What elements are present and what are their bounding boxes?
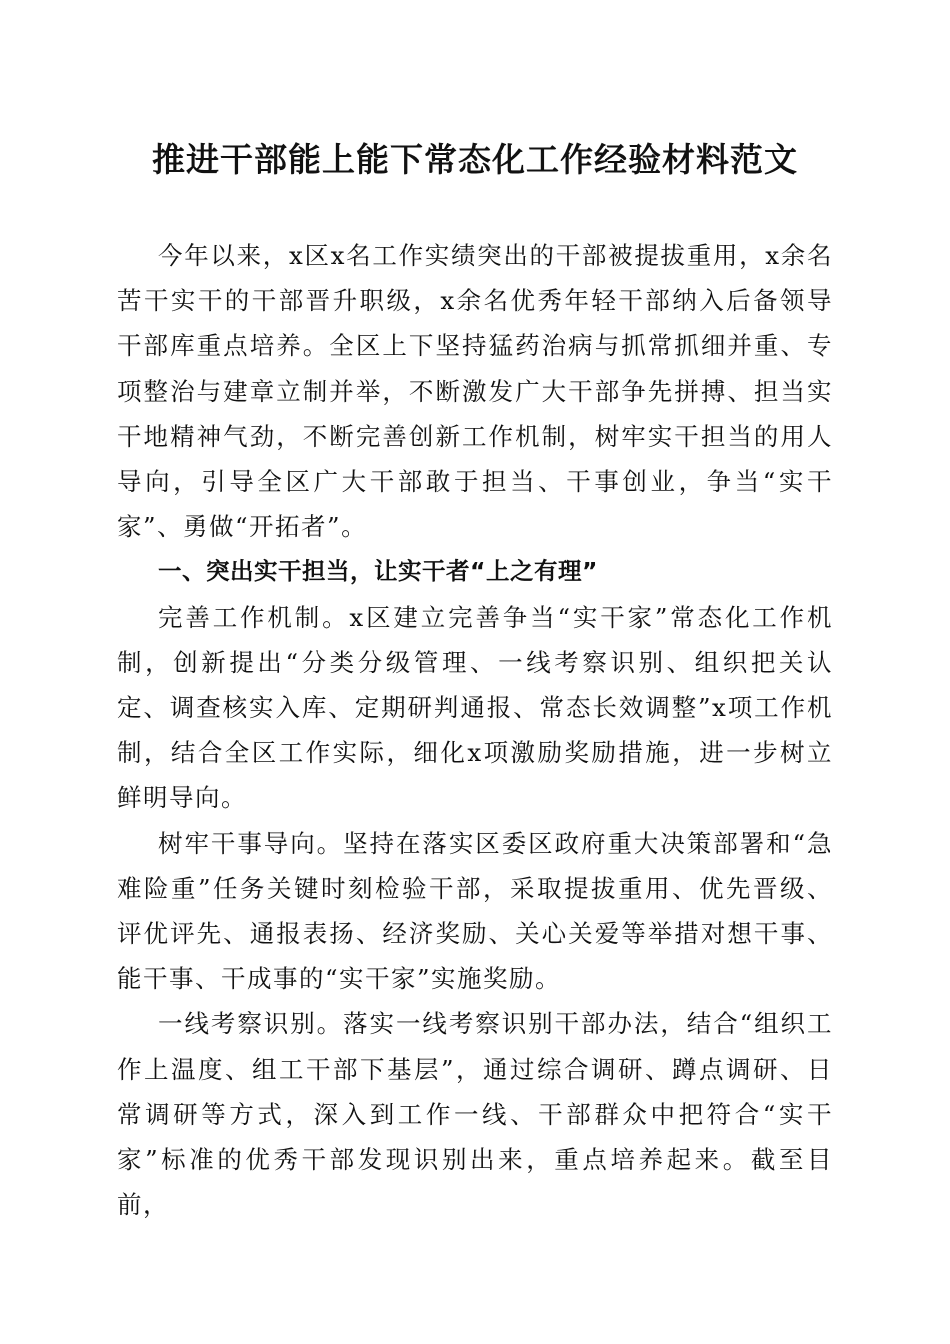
- document-title: 推进干部能上能下常态化工作经验材料范文: [152, 140, 798, 179]
- paragraph-intro: 今年以来，x区x名工作实绩突出的干部被提拔重用，x余名苦干实干的干部晋升职级，x余名优秀年轻干部纳入后备领导干部库重点培养。全区上下坚持猛药治病与抓常抓细并重、专项整治与建章立制并举，不断激发广大干部争先拼搏、担当实干地精神气劲，不断完善创新工作机制，树牢实干担当的用人导向，引导全区广大干部敢于担当、干事创业，争当“实干家”、勇做“开拓者”。: [117, 241, 833, 542]
- paragraph-work-mechanism: 完善工作机制。x区建立完善争当“实干家”常态化工作机制，创新提出“分类分级管理、一线考察识别、组织把关认定、调查核实入库、定期研判通报、常态长效调整”x项工作机制，结合全区工作实际，细化x项激励奖励措施，进一步树立鲜明导向。: [117, 602, 833, 813]
- paragraph-frontline-inspection: 一线考察识别。落实一线考察识别干部办法，结合“组织工作上温度、组工干部下基层”，通过综合调研、蹲点调研、日常调研等方式，深入到工作一线、干部群众中把符合“实干家”标准的优秀干部发现识别出来，重点培养起来。截至目前，: [117, 1009, 833, 1220]
- section-heading-1: 一、突出实干担当，让实干者“上之有理”: [158, 557, 598, 586]
- paragraph-orientation: 树牢干事导向。坚持在落实区委区政府重大决策部署和“急难险重”任务关键时刻检验干部，采取提拔重用、优先晋级、评优评先、通报表扬、经济奖励、关心关爱等举措对想干事、能干事、干成事的“实干家”实施奖励。: [117, 828, 833, 994]
- document-body: [117, 233, 833, 1227]
